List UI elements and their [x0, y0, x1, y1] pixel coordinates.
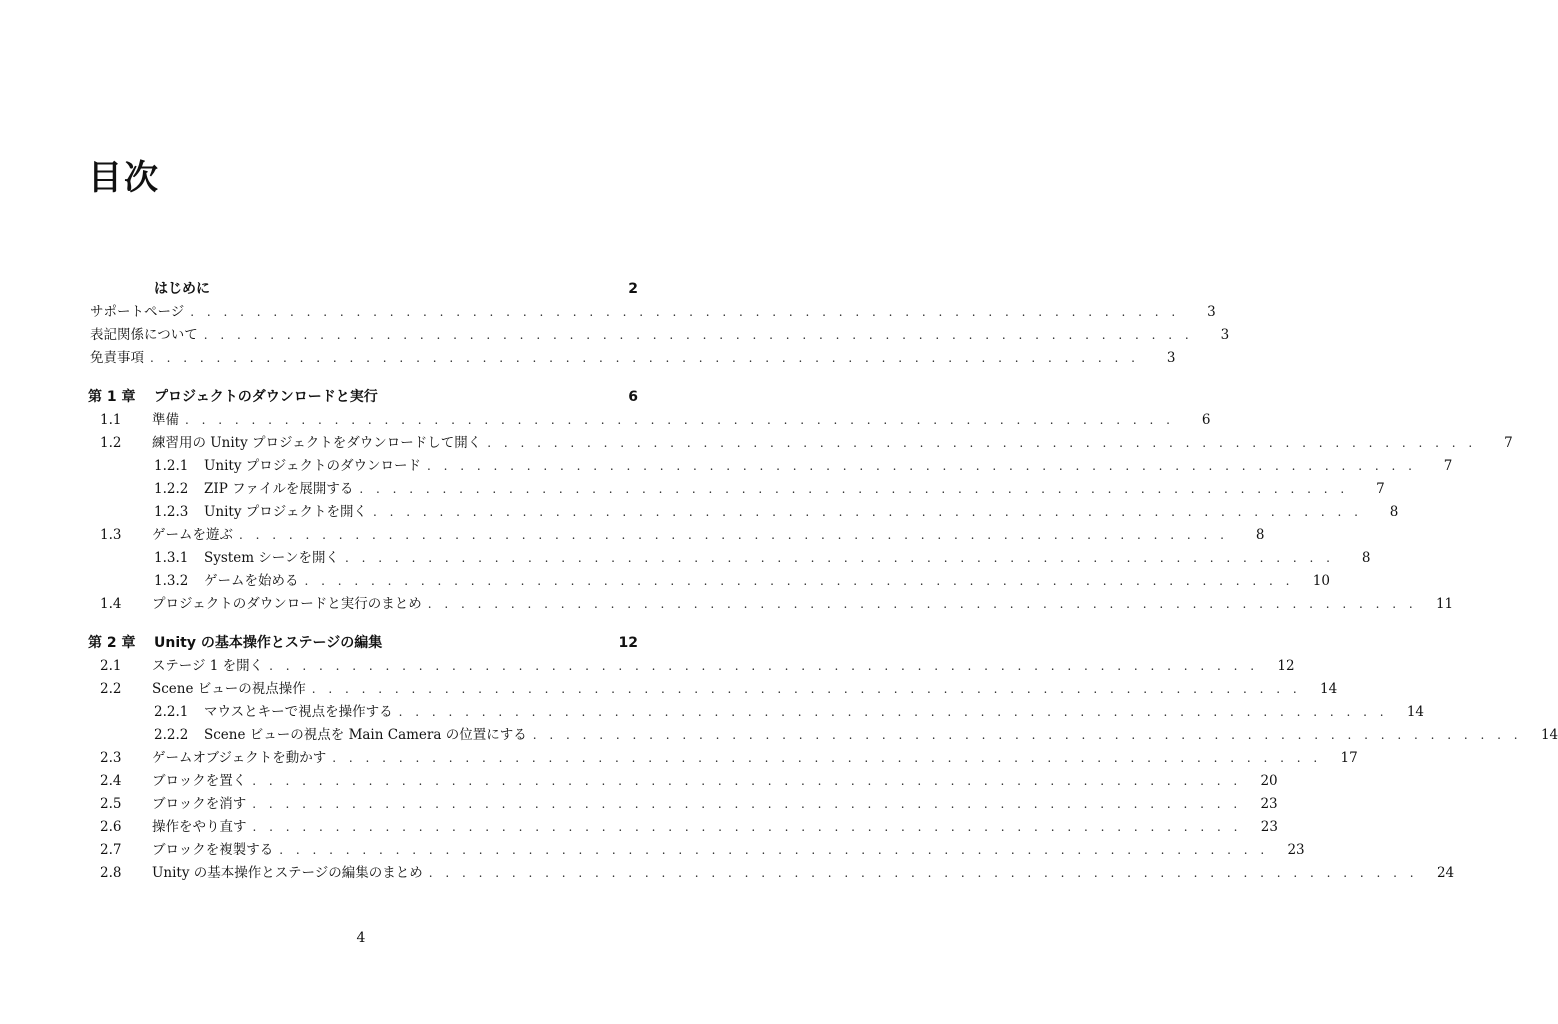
toc-entry-number: 1.4	[100, 596, 122, 612]
toc-entry-page: 3	[1207, 304, 1216, 320]
toc-entry[interactable]	[88, 524, 1265, 547]
toc-leader-dots: . . . . . . . . . . . . . . . . . . . . . . . . . . . . . . . . . . . . . . . . . . . . . . . . . . . . . . . . . . . .	[427, 597, 1418, 611]
toc-entry-number: 1.3.2	[154, 573, 189, 589]
toc-entry-page: 14	[1540, 727, 1558, 743]
toc-entry[interactable]	[88, 432, 1513, 455]
toc-entry-title: Unity の基本操作とステージの編集のまとめ	[152, 865, 423, 881]
toc-entry-number: 1.2	[100, 435, 122, 451]
toc-entry-title: Scene ビューの視点操作	[152, 681, 306, 697]
toc-entry-number: 1.2.1	[154, 458, 189, 474]
toc-entry-page: 3	[1166, 350, 1176, 366]
toc-leader-dots: . . . . . . . . . . . . . . . . . . . . . . . . . . . . . . . . . . . . . . . . . . . . . . . . . . . . . . . . . . . .	[372, 505, 1363, 519]
toc-entry-title: プロジェクトのダウンロードと実行のまとめ	[152, 596, 422, 612]
toc-entry[interactable]	[88, 655, 1295, 678]
toc-entry-page: 23	[1287, 842, 1305, 858]
toc-entry-number: 第 2 章	[88, 635, 136, 651]
toc-entry-number: 2.2.2	[154, 727, 189, 743]
toc-entry-page: 8	[1255, 527, 1265, 543]
toc-entry-title: Unity プロジェクトを開く	[204, 504, 367, 520]
toc-entry-page: 2	[628, 281, 638, 297]
toc-leader-dots: . . . . . . . . . . . . . . . . . . . . . . . . . . . . . . . . . . . . . . . . . . . . . . . . . . . . . . . . . . . .	[269, 659, 1259, 673]
toc-entry-page: 14	[1320, 681, 1338, 697]
table-of-contents	[88, 278, 1558, 885]
toc-entry-number: 2.1	[100, 658, 122, 674]
toc-entry[interactable]	[88, 455, 1453, 478]
toc-entry-number: 2.2.1	[154, 704, 189, 720]
toc-entry-number: 1.1	[100, 412, 122, 428]
toc-entry[interactable]	[88, 324, 1230, 347]
toc-leader-dots: . . . . . . . . . . . . . . . . . . . . . . . . . . . . . . . . . . . . . . . . . . . . . . . . . . . . . . . . . . . .	[279, 843, 1269, 857]
toc-entry-page: 7	[1443, 458, 1453, 474]
toc-entry-title: Unity の基本操作とステージの編集	[154, 635, 383, 651]
toc-leader-dots: . . . . . . . . . . . . . . . . . . . . . . . . . . . . . . . . . . . . . . . . . . . . . . . . . . . . . . . . . . . .	[203, 328, 1194, 342]
toc-entry-title: System シーンを開く	[204, 550, 340, 566]
toc-leader-dots: . . . . . . . . . . . . . . . . . . . . . . . . . . . . . . . . . . . . . . . . . . . . . . . . . . . . . . . . . . . .	[428, 866, 1419, 880]
toc-chapter[interactable]	[88, 386, 638, 409]
toc-entry-title: 操作をやり直す	[152, 819, 247, 835]
toc-entry-number: 2.2	[100, 681, 122, 697]
toc-leader-dots: . . . . . . . . . . . . . . . . . . . . . . . . . . . . . . . . . . . . . . . . . . . . . . . . . . . . . . . . . . . .	[185, 413, 1175, 427]
toc-entry[interactable]	[88, 301, 1216, 324]
toc-leader-dots: . . . . . . . . . . . . . . . . . . . . . . . . . . . . . . . . . . . . . . . . . . . . . . . . . . . . . . . . . . . .	[252, 774, 1242, 788]
toc-entry[interactable]	[88, 701, 1425, 724]
toc-entry[interactable]	[88, 501, 1399, 524]
page-number: 4	[356, 930, 366, 946]
toc-entry-number: 1.3	[100, 527, 122, 543]
toc-entry-page: 6	[628, 389, 638, 405]
toc-leader-dots: . . . . . . . . . . . . . . . . . . . . . . . . . . . . . . . . . . . . . . . . . . . . . . . . . . . . . . . . . . . .	[398, 705, 1389, 719]
toc-entry-number: 2.3	[100, 750, 122, 766]
toc-leader-dots: . . . . . . . . . . . . . . . . . . . . . . . . . . . . . . . . . . . . . . . . . . . . . . . . . . . . . . . . . . . .	[311, 682, 1302, 696]
toc-entry-title: ゲームオブジェクトを動かす	[152, 750, 327, 766]
toc-entry-page: 12	[1277, 658, 1295, 674]
toc-entry-title: ブロックを複製する	[152, 842, 274, 858]
toc-entry[interactable]	[88, 478, 1385, 501]
toc-entry[interactable]	[88, 347, 1176, 370]
toc-entry[interactable]	[88, 678, 1338, 701]
toc-entry[interactable]	[88, 570, 1330, 593]
toc-leader-dots: . . . . . . . . . . . . . . . . . . . . . . . . . . . . . . . . . . . . . . . . . . . . . . . . . . . . . . . . . . . .	[426, 459, 1417, 473]
toc-leader-dots: . . . . . . . . . . . . . . . . . . . . . . . . . . . . . . . . . . . . . . . . . . . . . . . . . . . . . . . . . . . .	[332, 751, 1322, 765]
toc-entry-page: 20	[1260, 773, 1278, 789]
toc-entry[interactable]	[88, 862, 1455, 885]
toc-entry-number: 2.6	[100, 819, 122, 835]
toc-entry-title: はじめに	[154, 281, 210, 297]
toc-entry-page: 11	[1435, 596, 1454, 612]
toc-entry[interactable]	[88, 547, 1371, 570]
toc-entry-title: 練習用の Unity プロジェクトをダウンロードして開く	[152, 435, 482, 451]
toc-leader-dots: . . . . . . . . . . . . . . . . . . . . . . . . . . . . . . . . . . . . . . . . . . . . . . . . . . . . . . . . . . . .	[532, 728, 1523, 742]
toc-entry-number: 2.5	[100, 796, 122, 812]
toc-entry-page: 7	[1376, 481, 1385, 497]
toc-entry-title: ステージ 1 を開く	[152, 658, 264, 674]
toc-entry[interactable]	[88, 409, 1211, 432]
toc-entry-page: 8	[1361, 550, 1371, 566]
toc-leader-dots: . . . . . . . . . . . . . . . . . . . . . . . . . . . . . . . . . . . . . . . . . . . . . . . . . . . . . . . . . . . .	[239, 528, 1229, 542]
toc-entry-title: 表記関係について	[90, 327, 198, 343]
toc-entry[interactable]	[88, 816, 1278, 839]
toc-entry-page: 17	[1340, 750, 1358, 766]
toc-entry-title: ゲームを遊ぶ	[152, 527, 233, 543]
toc-entry-page: 24	[1436, 865, 1455, 881]
toc-entry-title: Scene ビューの視点を Main Camera の位置にする	[204, 727, 527, 743]
toc-entry[interactable]	[88, 839, 1305, 862]
toc-entry-page: 7	[1504, 435, 1513, 451]
toc-leader-dots: . . . . . . . . . . . . . . . . . . . . . . . . . . . . . . . . . . . . . . . . . . . . . . . . . . . . . . . . . . . .	[487, 436, 1477, 450]
toc-entry-title: 準備	[152, 412, 179, 428]
toc-entry-number: 2.8	[100, 865, 122, 881]
toc-entry-title: ブロックを置く	[152, 773, 247, 789]
toc-entry-title: ブロックを消す	[152, 796, 247, 812]
toc-entry-page: 3	[1220, 327, 1230, 343]
toc-entry-title: ゲームを始める	[204, 573, 299, 589]
toc-leader-dots: . . . . . . . . . . . . . . . . . . . . . . . . . . . . . . . . . . . . . . . . . . . . . . . . . . . . . . . . . . . .	[345, 551, 1335, 565]
toc-entry-page: 6	[1201, 412, 1211, 428]
toc-entry-page: 12	[618, 635, 638, 651]
toc-entry-title: プロジェクトのダウンロードと実行	[154, 389, 378, 405]
toc-entry-number: 1.3.1	[154, 550, 189, 566]
toc-leader-dots: . . . . . . . . . . . . . . . . . . . . . . . . . . . . . . . . . . . . . . . . . . . . . . . . . . . . . . . . . . . .	[304, 574, 1294, 588]
toc-entry-page: 23	[1260, 796, 1278, 812]
toc-chapter[interactable]	[88, 632, 638, 655]
toc-entry[interactable]	[88, 593, 1454, 616]
toc-entry-number: 1.2.2	[154, 481, 189, 497]
toc-entry-title: Unity プロジェクトのダウンロード	[204, 458, 421, 474]
toc-entry-page: 10	[1312, 573, 1330, 589]
toc-entry-number: 2.7	[100, 842, 122, 858]
toc-entry-title: 免責事項	[90, 350, 144, 366]
toc-entry-title: マウスとキーで視点を操作する	[204, 704, 393, 720]
toc-leader-dots: . . . . . . . . . . . . . . . . . . . . . . . . . . . . . . . . . . . . . . . . . . . . . . . . . . . . . . . . . . . .	[190, 305, 1180, 319]
toc-entry[interactable]	[88, 793, 1278, 816]
toc-leader-dots: . . . . . . . . . . . . . . . . . . . . . . . . . . . . . . . . . . . . . . . . . . . . . . . . . . . . . . . . . . . .	[252, 820, 1242, 834]
toc-entry[interactable]	[88, 747, 1358, 770]
page-title: 目次	[88, 158, 160, 198]
toc-entry[interactable]	[88, 724, 1558, 747]
toc-leader-dots: . . . . . . . . . . . . . . . . . . . . . . . . . . . . . . . . . . . . . . . . . . . . . . . . . . . . . . . . . . . .	[150, 351, 1140, 365]
toc-entry-page: 8	[1389, 504, 1399, 520]
toc-entry-number: 2.4	[100, 773, 122, 789]
toc-leader-dots: . . . . . . . . . . . . . . . . . . . . . . . . . . . . . . . . . . . . . . . . . . . . . . . . . . . . . . . . . . . .	[359, 482, 1349, 496]
toc-entry-title: サポートページ	[90, 304, 185, 320]
toc-entry-page: 23	[1260, 819, 1278, 835]
toc-leader-dots: . . . . . . . . . . . . . . . . . . . . . . . . . . . . . . . . . . . . . . . . . . . . . . . . . . . . . . . . . . . .	[252, 797, 1242, 811]
toc-entry[interactable]	[88, 770, 1278, 793]
toc-chapter[interactable]	[88, 278, 638, 301]
toc-entry-number: 第 1 章	[88, 389, 136, 405]
toc-entry-number: 1.2.3	[154, 504, 189, 520]
toc-entry-title: ZIP ファイルを展開する	[204, 481, 354, 497]
toc-entry-page: 14	[1406, 704, 1425, 720]
